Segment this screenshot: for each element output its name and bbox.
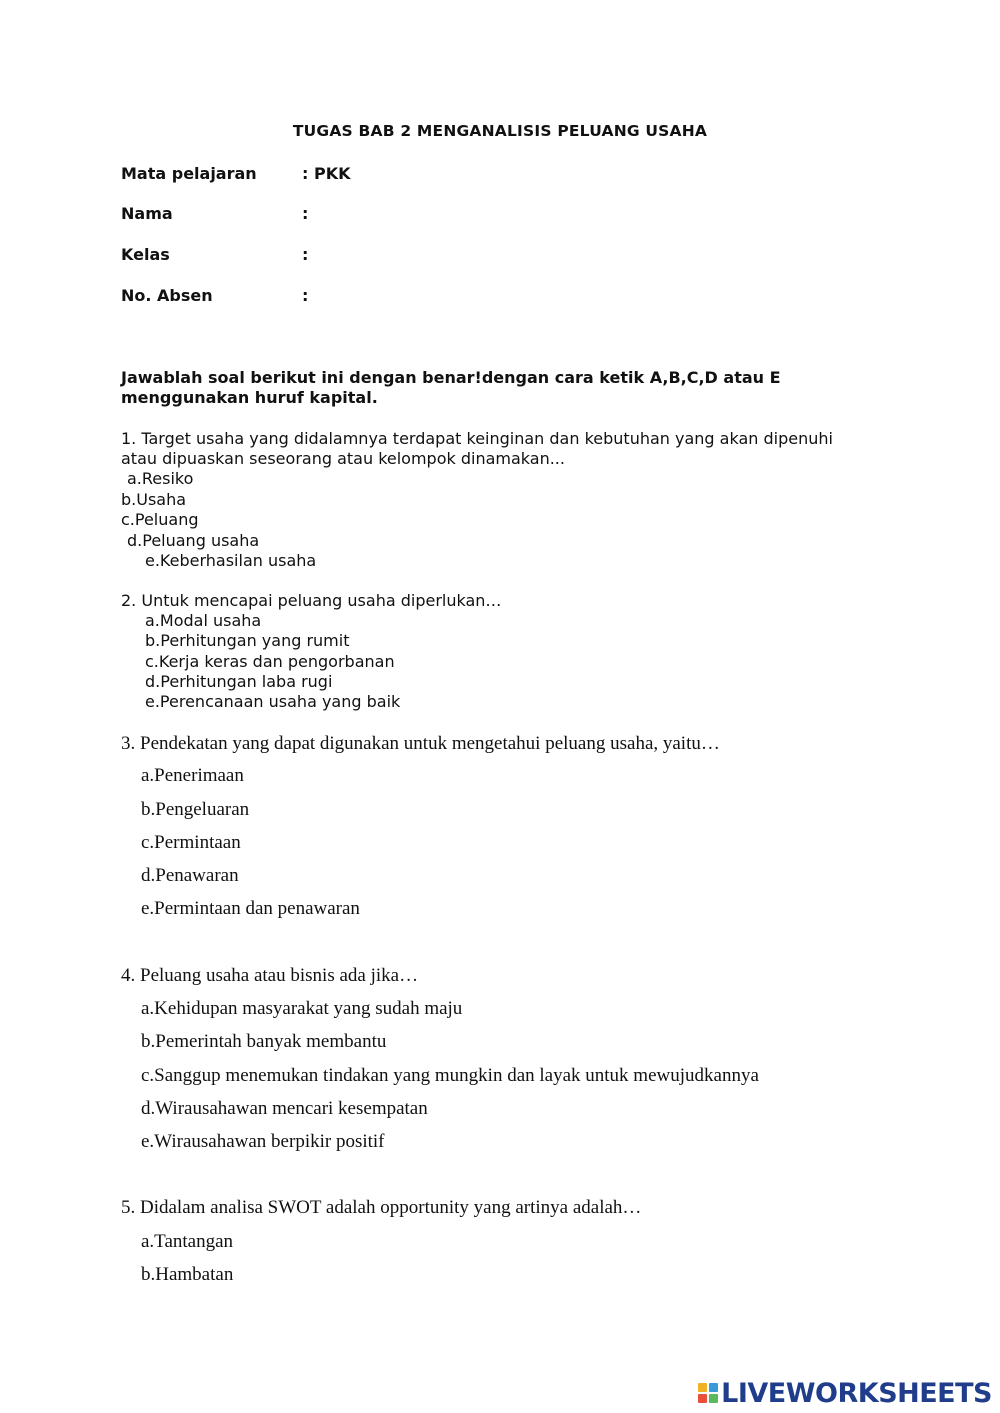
- question-4-option-a: a.Kehidupan masyarakat yang sudah maju: [141, 998, 463, 1019]
- field-label-name: Nama: [121, 204, 173, 223]
- question-1-option-e: e.Keberhasilan usaha: [145, 551, 317, 570]
- question-2-option-d: d.Perhitungan laba rugi: [145, 672, 333, 691]
- question-1-option-b: b.Usaha: [121, 490, 187, 509]
- question-5-text: 5. Didalam analisa SWOT adalah opportunity yang artinya adalah…: [121, 1197, 642, 1218]
- question-3-option-d: d.Penawaran: [141, 865, 239, 886]
- question-5-option-b: b.Hambatan: [141, 1264, 234, 1285]
- question-1-line-2: atau dipuaskan seseorang atau kelompok dinamakan...: [121, 449, 565, 468]
- question-1-line-1: 1. Target usaha yang didalamnya terdapat keinginan dan kebutuhan yang akan dipenuhi: [121, 429, 833, 448]
- field-value-absen[interactable]: :: [302, 286, 309, 305]
- logo-block: [709, 1383, 718, 1392]
- question-2-option-a: a.Modal usaha: [145, 611, 262, 630]
- question-3-option-a: a.Penerimaan: [141, 765, 244, 786]
- logo-block: [709, 1394, 718, 1403]
- field-value-name[interactable]: :: [302, 204, 309, 223]
- page-title: TUGAS BAB 2 MENGANALISIS PELUANG USAHA: [292, 122, 708, 140]
- question-4-option-d: d.Wirausahawan mencari kesempatan: [141, 1098, 428, 1119]
- question-2-option-b: b.Perhitungan yang rumit: [145, 631, 350, 650]
- question-2-option-e: e.Perencanaan usaha yang baik: [145, 692, 401, 711]
- question-1-option-a: a.Resiko: [127, 469, 194, 488]
- question-4-option-e: e.Wirausahawan berpikir positif: [141, 1131, 385, 1152]
- instruction-line-1: Jawablah soal berikut ini dengan benar!dengan cara ketik A,B,C,D atau E: [121, 368, 781, 387]
- question-4-text: 4. Peluang usaha atau bisnis ada jika…: [121, 965, 419, 986]
- field-label-subject: Mata pelajaran: [121, 164, 257, 183]
- question-3-option-b: b.Pengeluaran: [141, 799, 250, 820]
- logo-text: LIVEWORKSHEETS: [721, 1377, 992, 1409]
- field-value-class[interactable]: :: [302, 245, 309, 264]
- question-1-option-c: c.Peluang: [121, 510, 199, 529]
- logo-block: [698, 1394, 707, 1403]
- liveworksheets-logo[interactable]: [698, 1378, 992, 1408]
- field-value-subject: : PKK: [302, 164, 351, 183]
- question-5-option-a: a.Tantangan: [141, 1231, 234, 1252]
- question-4-option-b: b.Pemerintah banyak membantu: [141, 1031, 387, 1052]
- logo-block: [698, 1383, 707, 1392]
- question-4-option-c: c.Sanggup menemukan tindakan yang mungkin dan layak untuk mewujudkannya: [141, 1065, 759, 1086]
- field-label-absen: No. Absen: [121, 286, 213, 305]
- question-2-text: 2. Untuk mencapai peluang usaha diperlukan…: [121, 591, 502, 610]
- instruction-line-2: menggunakan huruf kapital.: [121, 388, 378, 407]
- logo-blocks-icon: [698, 1383, 718, 1403]
- question-1-option-d: d.Peluang usaha: [127, 531, 260, 550]
- field-label-class: Kelas: [121, 245, 170, 264]
- question-3-text: 3. Pendekatan yang dapat digunakan untuk mengetahui peluang usaha, yaitu…: [121, 733, 720, 754]
- question-2-option-c: c.Kerja keras dan pengorbanan: [145, 652, 395, 671]
- question-3-option-e: e.Permintaan dan penawaran: [141, 898, 360, 919]
- question-3-option-c: c.Permintaan: [141, 832, 241, 853]
